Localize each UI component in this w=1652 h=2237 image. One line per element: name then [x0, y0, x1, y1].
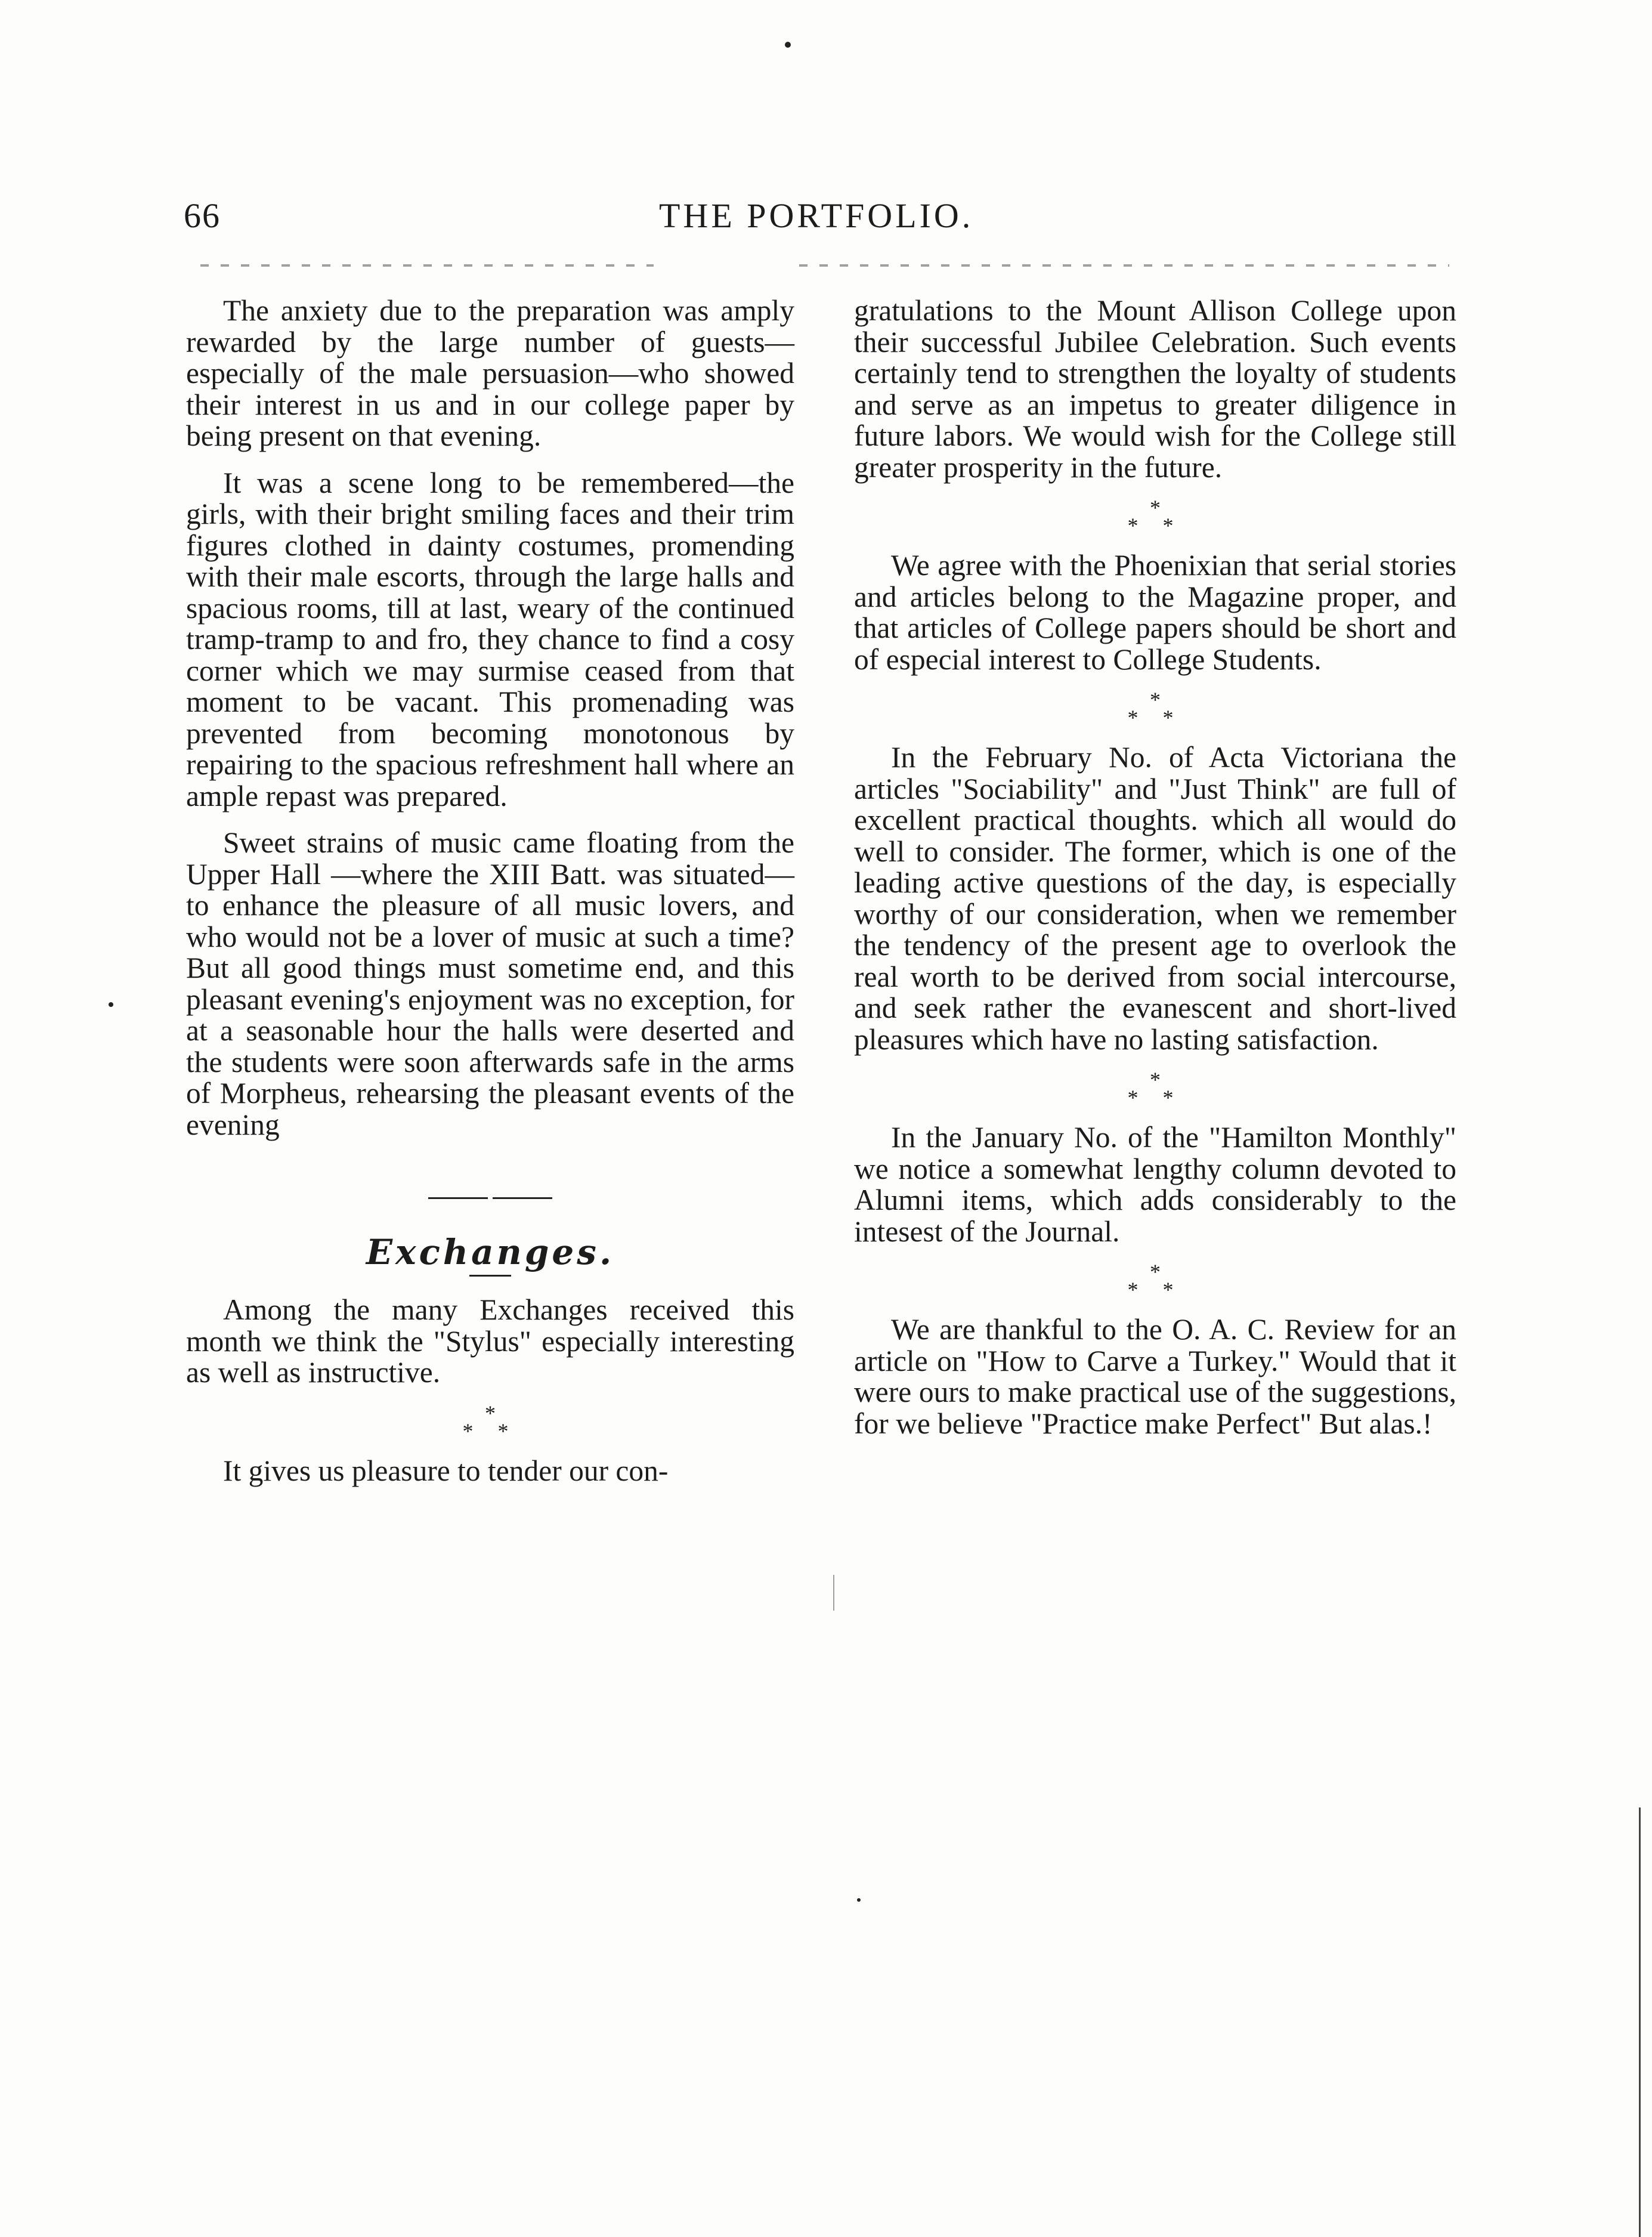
paragraph: Sweet strains of music came floating from the Upper Hall —where the XIII Batt. was situated—to enhance the pleasure of all music lovers, and who would not be a lover of music at such a time? But all good things must sometime end, and this pleasant evening's enjoyment was no exception, for at a seasonable hour the halls were deserted and the students were soon afterwards safe in the arms of Morpheus, rehearsing the pleasant events of the evening: [186, 826, 794, 1141]
left-column: [186, 295, 794, 1502]
paragraph: It gives us pleasure to tender our con-: [223, 1454, 669, 1487]
paragraph: gratulations to the Mount Allison College upon their successful Jubilee Celebration. Such events certainly tend to strengthen the loyalty of students and serve as an impetus to greater diligence in future labors. We would wish for the College still greater prosperity in the future.: [854, 294, 1456, 484]
print-speck: [785, 42, 791, 48]
paragraph: It was a scene long to be remembered—the girls, with their bright smiling faces and their trim figures clothed in dainty costumes, promending with their male escorts, through the large halls and spacious rooms, till at last, weary of the continued tramp-tramp to and fro, they chance to find a cosy corner which we may surmise ceased from that moment to be vacant. This promenading was prevented from becoming monotonous by repairing to the spacious refreshment hall where an ample repast was prepared.: [186, 466, 794, 812]
asterism: * * *: [462, 1401, 518, 1443]
asterism: * * *: [1127, 1260, 1183, 1302]
print-speck: [857, 1898, 861, 1902]
print-speck: [109, 1002, 113, 1007]
header-rule-right: [799, 264, 1449, 267]
running-header: [0, 196, 1652, 243]
paragraph: We are thankful to the O. A. C. Review for an article on "How to Carve a Turkey." Would that it were ours to make practical use of the suggestions, for we believe "Practice make Perfect" But alas.!: [854, 1313, 1456, 1440]
section-divider: [186, 1180, 794, 1212]
paragraph: We agree with the Phoenixian that serial stories and articles belong to the Magazine proper, and that articles of College papers should be short and of especial interest to College Students.: [854, 549, 1456, 676]
section-title: Exchanges.: [366, 1231, 615, 1272]
paragraph: In the January No. of the "Hamilton Monthly" we notice a somewhat lengthy column devoted to Alumni items, which adds considerably to the intesest of the Journal.: [854, 1121, 1456, 1248]
right-column: [854, 295, 1456, 1455]
header-rule-left: [200, 264, 654, 267]
paragraph: The anxiety due to the preparation was amply rewarded by the large number of guests—especially of the male persuasion—who showed their interest in us and in our college paper by being present on that evening.: [186, 294, 794, 452]
running-title: THE PORTFOLIO.: [659, 196, 974, 235]
scan-edge-line: [1639, 1807, 1641, 2237]
gutter-mark: [833, 1575, 834, 1611]
asterism: * * *: [1127, 688, 1183, 730]
paragraph: Among the many Exchanges received this month we think the "Stylus" especially interesting as well as instructive.: [186, 1293, 794, 1389]
paragraph: In the February No. of Acta Victoriana the articles "Sociability" and "Just Think" are full of excellent practical thoughts. which all would do well to consider. The former, which is one of the leading active questions of the day, is especially worthy of our consideration, when we remember the tendency of the present age to overlook the real worth to be derived from social intercourse, and seek rather the evanescent and short-lived pleasures which have no lasting satisfaction.: [854, 741, 1456, 1056]
asterism: * * *: [1127, 496, 1183, 537]
asterism: * * *: [1127, 1068, 1183, 1110]
title-underline: [469, 1275, 511, 1277]
page-number: 66: [184, 196, 221, 235]
